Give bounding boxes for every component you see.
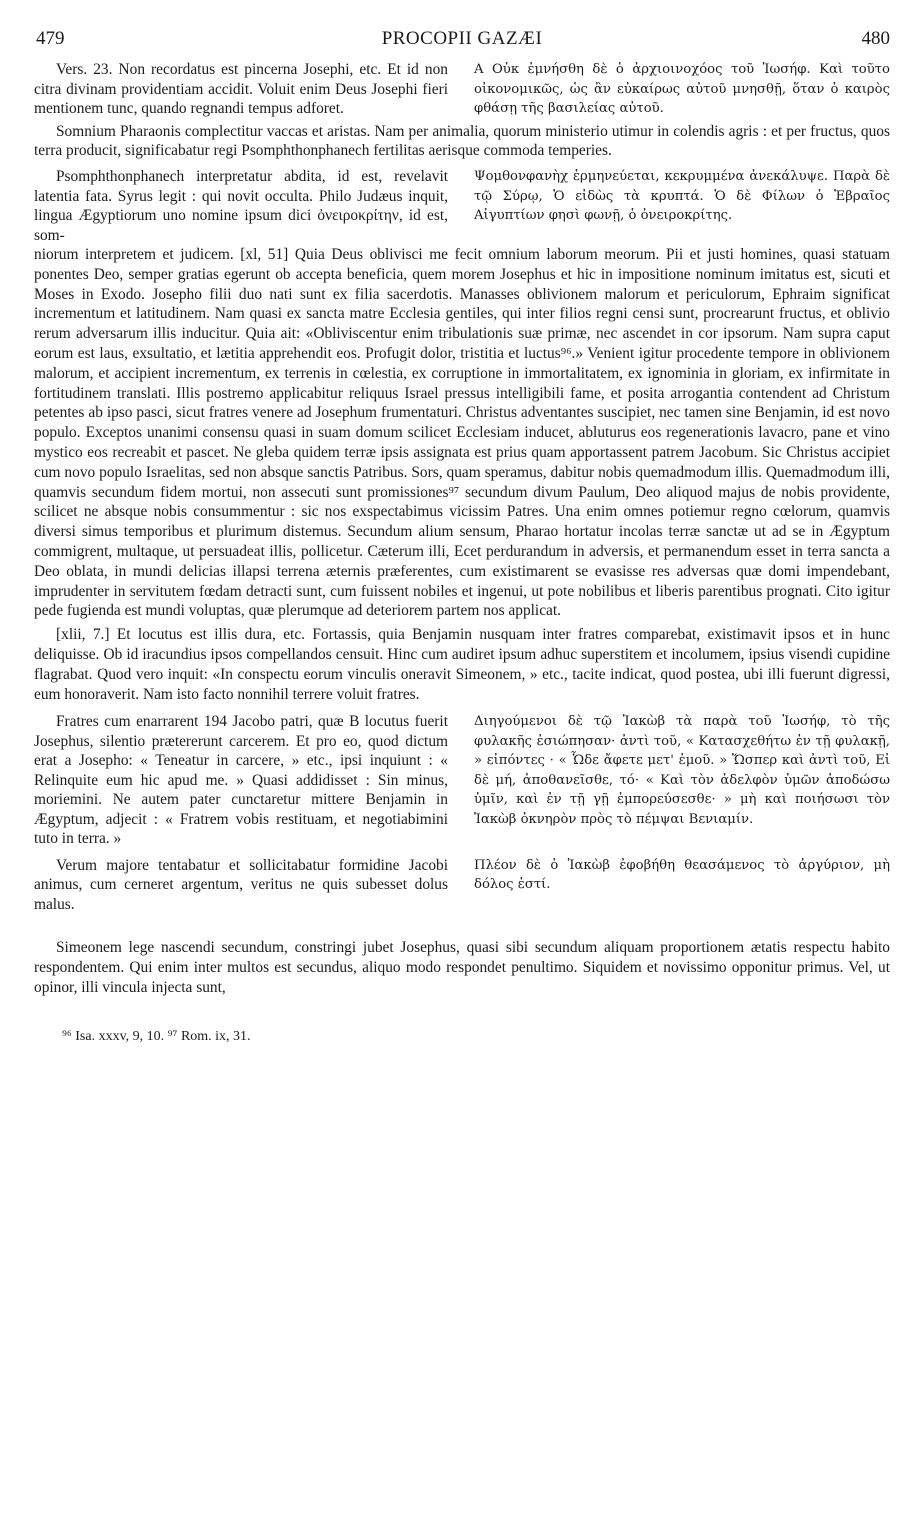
greek-column: Πλέον δὲ ὁ Ἰακὼβ ἐφοβήθη θεασάμενος τὸ ἀργύριον, μὴ δόλος ἐστί. bbox=[474, 857, 890, 893]
running-title: PROCOPII GAZÆI bbox=[381, 28, 543, 49]
page bbox=[34, 28, 890, 1046]
greek-column: A Οὐκ ἐμνήσθη δὲ ὁ ἀρχιοινοχόος τοῦ Ἰωσήφ. Καὶ τοῦτο οἰκονομικῶς, ὡς ἂν εὐκαίρως αὐτοῦ μνησθῇ, ὅταν ὁ καιρὸς φθάσῃ τῆς βασιλείας αὐτοῦ. bbox=[474, 62, 890, 116]
latin-column: Fratres cum enarrarent 194 Jacobo patri, quæ B locutus fuerit Josephus, silentio prætererunt carcerem. Et pro eo, quod dictum erat a Josepho: « Teneatur in carcere, » etc., ipsi inquiunt : « Relinquite eum hic apud me. » Quasi addidisset : Sin minus, moriemini. Ne autem pater cunctaretur mittere Benjamin in Ægyptum, adjecit : « Fratrem vobis restituam, et negotiabimini tuto in terra. » bbox=[34, 713, 448, 848]
full-paragraph-simeonem: Simeonem lege nascendi secundum, constringi jubet Josephus, quasi sibi secundum aliquam proportionem ætatis respectu habito respondentem. Qui enim inter multos est secundus, aliquo modo respondet penultimo. Siquidem et novissimo opponitur primus. Vel, ut opinor, illi vincula injecta sunt, bbox=[34, 939, 890, 997]
full-paragraph-xlii: [xlii, 7.] Et locutus est illis dura, etc. Fortassis, quia Benjamin nusquam inter fratres comparebat, existimavit ipsos et in hunc deliquisse. Ob id iracundius ipsos compellandos censuit. Hinc cum audiret ipsum adhuc superstitem et incolumem, ipsius visendi cupidine flagrabat. Quod vero inquit: «In conspectu eorum vinculis oneravit Simeonem, » etc., tacite indicat, quod postea, ubi illi fuerunt digressi, eum honoraverit. Nam isto facto nonnihil terrere voluit fratres. bbox=[34, 626, 890, 703]
parallel-block-3 bbox=[34, 712, 890, 849]
parallel-block-4 bbox=[34, 856, 890, 915]
full-paragraph-somnium: Somnium Pharaonis complectitur vaccas et aristas. Nam per animalia, quorum ministerio utimur in colendis agris : et per fructus, quos terra producit, significabatur regi Psomphthonphanech fertilitas aerisque commoda temperies. bbox=[34, 122, 890, 160]
latin-column: Verum majore tentabatur et sollicitabatur formidine Jacobi animus, cum cerneret argentum, veritus ne quis subesset dolus malus. bbox=[34, 856, 448, 913]
left-page-number: 479 bbox=[36, 28, 65, 49]
latin-column: Psomphthonphanech interpretatur abdita, id est, revelavit latentia fata. Syrus legit : qui novit occulta. Philo Judæus inquit, lingua Ægyptiorum uno nomine ipsum dici ὀνειροκρίτην, id est, som- bbox=[34, 168, 448, 244]
right-page-number: 480 bbox=[861, 28, 890, 49]
running-header bbox=[34, 28, 890, 52]
parallel-block-1 bbox=[34, 60, 890, 119]
parallel-block-2 bbox=[34, 167, 890, 245]
full-paragraph-main: niorum interpretem et judicem. [xl, 51] Quia Deus oblivisci me fecit omnium laborum meorum. Pii et justi homines, quasi statuam ponentes Deo, semper gratias egerunt ob accepta beneficia, quem morem Josephus et hic in impositione nominum imitatus est, sicuti et Moses in Exodo. Josepho filii duo nati sunt ex filia sacerdotis. Manasses oblivionem malorum et periculorum, Ephraim significat incrementum et latitudinem. Nam quasi ex sancta matre Ecclesia gentiles, qui inter filios regni censi sunt, procrearunt fructus, et oblivio rerum adversarum illis inducitur. Quia ait: «Obliviscentur enim tribulationis suæ primæ, nec ascendet in cor ipsorum. Nam supra caput eorum est laus, exsultatio, et lætitia apprehendit eos. Profugit dolor, tristitia et luctus⁹⁶.» Venient igitur procedente tempore in oblivionem malorum, et accipient incrementum, ex terrenis in cœlestia, ex corruptione in immortalitatem, ex ignominia in gloriam, ex infirmitate in fortitudinem translati. Illis postremo applicabitur reliquus Israel pressus intelligibili fame, et posita arrogantia contendent ad Christum petentes ab ipso pasci, sicut fratres venere ad Josephum frumentaturi. Christus adventantes suscipiet, nec tamen sine Benjamin, id est novo populo. Exceptos unanimi consensu quasi in suam domum scilicet Ecclesiam inducet, abluturus eos regenerationis lavacro, pane et vino mystico eos recreabit et pascet. Ne gleba quidem terræ ipsis assignata est prius quam apportassent patrem Jacobum. Sic Christus accipiet cum novo populo Israelitas, sed non absque sanctis Patribus. Sors, quam speramus, dabitur nobis quemadmodum illis. Quemadmodum illi, quamvis secundum fidem mortui, non assecuti sunt promissiones⁹⁷ secundum divum Paulum, Deo aliquod majus de nobis providente, scilicet ne absque nobis consummentur : sic nos exspectabimus vicissim Patres. Una enim omnes potiemur regno cœlorum, quamvis diversi simus temporibus et plurimum distemus. Secundum alium sensum, Pharao hortatur incolas terræ sanctæ ut ad se in Ægyptum commigrent, multaque, ut persuadeat illis, pollicetur. Cæterum illi, Ecet perdurandum in adversis, et permanendum esset in terra sancta a Deo oblata, in mundi delicias illapsi terrena æternis præferentes, cum existimarent se evasisse res adversas quæ domi impendebant, imprudenter in servitutem fœdam detracti sunt, cum fuissent nobiles et ingenui, ut pote nobilibus et liberis parentibus prognati. Cito igitur pede fugienda est mundi voluptas, quæ plerumque ad deteriorem partem nos applicat. bbox=[34, 246, 890, 620]
footnotes: ⁹⁶ Isa. xxxv, 9, 10. ⁹⁷ Rom. ix, 31. bbox=[62, 1028, 251, 1044]
greek-column: Ψομθονφανὴχ ἑρμηνεύεται, κεκρυμμένα ἀνεκάλυψε. Παρὰ δὲ τῷ Σύρῳ, Ὁ εἰδὼς τὰ κρυπτά. Ὁ δὲ Φίλων ὁ Ἑβραῖος Αἰγυπτίων φησὶ φωνῇ, ὁ ὀνειροκρίτης. bbox=[474, 169, 890, 224]
latin-column: Vers. 23. Non recordatus est pincerna Josephi, etc. Et id non citra divinam providentiam accidit. Voluit enim Deus Josephi fieri mentionem tunc, quando regnandi tempus adforet. bbox=[34, 61, 448, 117]
greek-column: Διηγούμενοι δὲ τῷ Ἰακὼβ τὰ παρὰ τοῦ Ἰωσήφ, τὸ τῆς φυλακῆς ἐσιώπησαν· ἀντὶ τοῦ, « Κατασχεθήτω ἐν τῇ φυλακῇ, » εἰπόντες · « Ὧδε ἄφετε μετ' ἐμοῦ. » Ὥσπερ καὶ ἀντὶ τοῦ, Εἰ δὲ μή, ἀποθανεῖσθε, τό· « Καὶ τὸν ἀδελφὸν ὑμῶν ἀποδώσω ὑμῖν, καὶ ἐν τῇ γῇ ἐμπορεύσεσθε· » μὴ καὶ ποιήσωσι τὸν Ἰακὼβ ὀκνηρὸν πρὸς τὸ πέμψαι Βενιαμίν. bbox=[474, 714, 890, 827]
